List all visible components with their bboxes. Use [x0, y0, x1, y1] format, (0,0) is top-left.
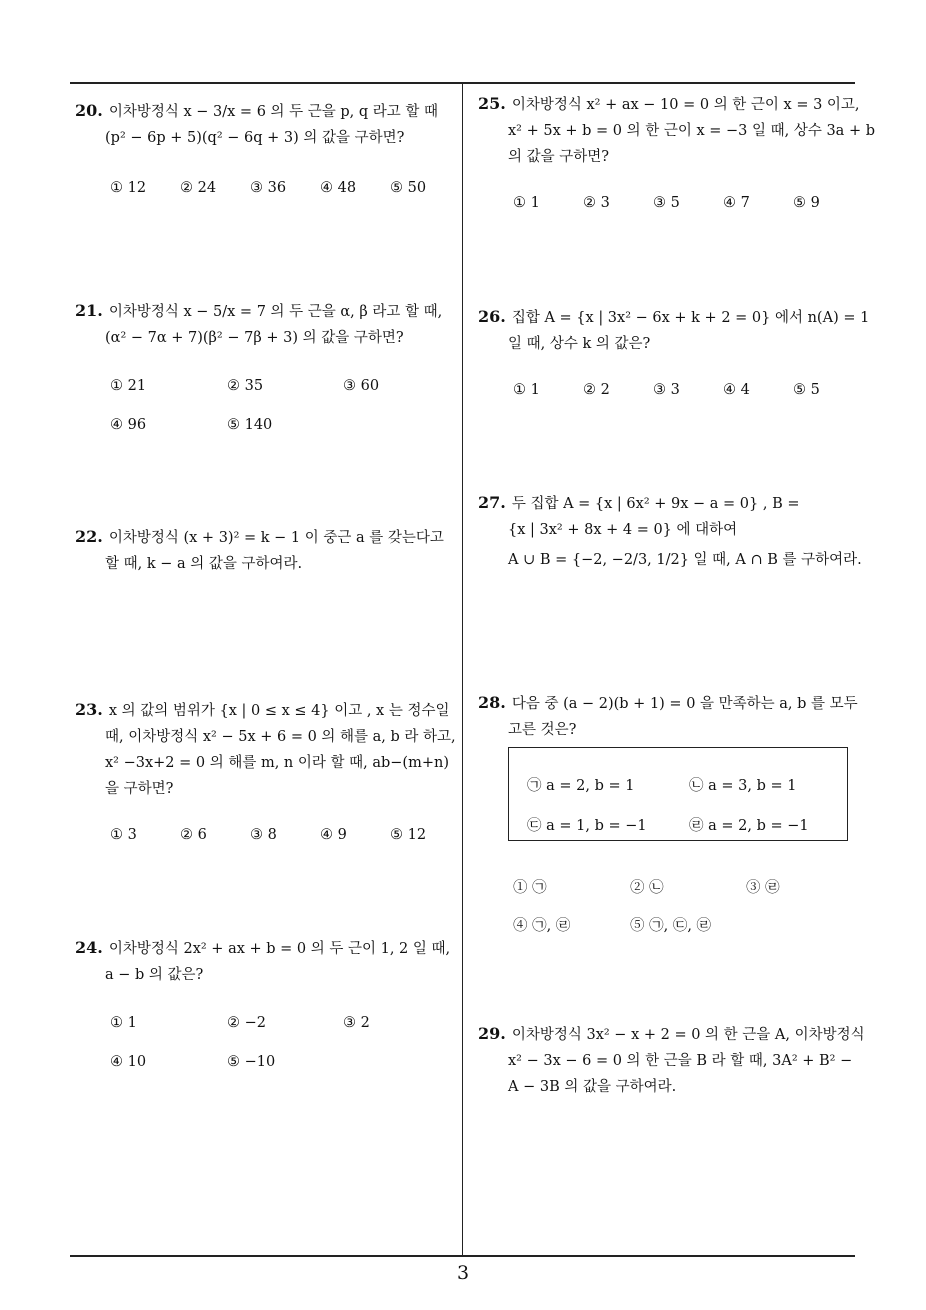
choice[interactable]: ⑤ −10	[227, 1054, 276, 1070]
page-number: 3	[456, 1262, 470, 1284]
choice[interactable]: ④ 96	[110, 417, 147, 433]
problem-text-line: A ∪ B = {−2, −2/3, 1/2} 일 때, A ∩ B 를 구하여라.	[508, 552, 862, 568]
choice[interactable]: ① 1	[513, 382, 540, 398]
problem-text-line: 의 값을 구하면?	[508, 149, 610, 165]
condition-box	[508, 747, 848, 841]
problem-text-line: A − 3B 의 값을 구하여라.	[508, 1079, 677, 1095]
choice[interactable]: ⑤ 140	[227, 417, 273, 433]
choice[interactable]: ④ 4	[723, 382, 750, 398]
choice[interactable]: ① 3	[110, 827, 137, 843]
problem-29	[478, 1021, 865, 1100]
problem-number: 29.	[478, 1024, 506, 1043]
choice[interactable]: ④ 7	[723, 195, 750, 211]
box-item: ㉠ a = 2, b = 1	[527, 778, 635, 794]
problem-number: 21.	[75, 301, 103, 320]
choice[interactable]: ③ 60	[343, 378, 380, 394]
problem-text-line: {x | 3x² + 8x + 4 = 0} 에 대하여	[508, 522, 738, 538]
choice[interactable]: ③ 3	[653, 382, 680, 398]
problem-number: 22.	[75, 527, 103, 546]
choice[interactable]: ③ 2	[343, 1015, 370, 1031]
choice[interactable]: ① 12	[110, 180, 147, 196]
choice[interactable]: ④ ㉠, ㉣	[513, 918, 571, 934]
problem-number: 28.	[478, 693, 506, 712]
problem-number: 24.	[75, 938, 103, 957]
choice[interactable]: ③ 5	[653, 195, 680, 211]
bottom-rule	[70, 1255, 855, 1257]
choice[interactable]: ④ 9	[320, 827, 347, 843]
choice[interactable]: ② 35	[227, 378, 264, 394]
choice[interactable]: ② ㉡	[630, 880, 664, 896]
choice[interactable]: ④ 10	[110, 1054, 147, 1070]
problem-text-line: 할 때, k − a 의 값을 구하여라.	[105, 556, 303, 572]
choice[interactable]: ① 1	[513, 195, 540, 211]
problem-text-line: 이차방정식 x − 3/x = 6 의 두 근을 p, q 라고 할 때	[108, 104, 439, 120]
choice[interactable]: ⑤ ㉠, ㉢, ㉣	[630, 918, 712, 934]
problem-text-line: x² + 5x + b = 0 의 한 근이 x = −3 일 때, 상수 3a + b	[508, 123, 875, 139]
problem-text-line: 을 구하면?	[105, 781, 174, 797]
problem-text-line: 두 집합 A = {x | 6x² + 9x − a = 0} , B =	[511, 496, 800, 512]
problem-text-line: 때, 이차방정식 x² − 5x + 6 = 0 의 해를 a, b 라 하고,	[105, 729, 456, 745]
problem-number: 20.	[75, 101, 103, 120]
problem-text-line: x² −3x+2 = 0 의 해를 m, n 이라 할 때, ab−(m+n)	[105, 755, 449, 771]
problem-number: 26.	[478, 307, 506, 326]
problem-text-line: 이차방정식 2x² + ax + b = 0 의 두 근이 1, 2 일 때,	[108, 941, 451, 957]
problem-26	[478, 304, 869, 357]
box-item: ㉢ a = 1, b = −1	[527, 818, 647, 834]
problem-24	[75, 935, 450, 988]
choice[interactable]: ④ 48	[320, 180, 357, 196]
problem-27	[478, 490, 862, 573]
problem-text-line: 이차방정식 3x² − x + 2 = 0 의 한 근을 A, 이차방정식	[511, 1027, 865, 1043]
choice[interactable]: ① 21	[110, 378, 147, 394]
choice[interactable]: ② 24	[180, 180, 217, 196]
problem-number: 25.	[478, 94, 506, 113]
problem-20	[75, 98, 438, 151]
problem-21	[75, 298, 442, 351]
choice[interactable]: ⑤ 5	[793, 382, 820, 398]
problem-23	[75, 697, 456, 802]
problem-number: 27.	[478, 493, 506, 512]
choice[interactable]: ② 3	[583, 195, 610, 211]
choice[interactable]: ③ 8	[250, 827, 277, 843]
choice[interactable]: ⑤ 12	[390, 827, 427, 843]
choice[interactable]: ② −2	[227, 1015, 266, 1031]
box-item: ㉡ a = 3, b = 1	[689, 778, 797, 794]
choice[interactable]: ① ㉠	[513, 880, 547, 896]
problem-text-line: 고른 것은?	[508, 722, 577, 738]
choice[interactable]: ⑤ 9	[793, 195, 820, 211]
choice[interactable]: ③ ㉣	[746, 880, 780, 896]
problem-text-line: a − b 의 값은?	[105, 967, 204, 983]
choice[interactable]: ② 2	[583, 382, 610, 398]
problem-25	[478, 91, 875, 170]
problem-text-line: 이차방정식 x − 5/x = 7 의 두 근을 α, β 라고 할 때,	[108, 304, 443, 320]
problem-text-line: (α² − 7α + 7)(β² − 7β + 3) 의 값을 구하면?	[105, 330, 404, 346]
choice[interactable]: ② 6	[180, 827, 207, 843]
column-divider	[462, 82, 463, 1256]
problem-text-line: 일 때, 상수 k 의 값은?	[508, 336, 651, 352]
problem-text-line: x 의 값의 범위가 {x | 0 ≤ x ≤ 4} 이고 , x 는 정수일	[108, 703, 450, 719]
problem-number: 23.	[75, 700, 103, 719]
problem-text-line: x² − 3x − 6 = 0 의 한 근을 B 라 할 때, 3A² + B² −	[508, 1053, 853, 1069]
problem-text-line: 이차방정식 (x + 3)² = k − 1 이 중근 a 를 갖는다고	[108, 530, 444, 546]
box-item: ㉣ a = 2, b = −1	[689, 818, 809, 834]
choice[interactable]: ③ 36	[250, 180, 287, 196]
choice[interactable]: ① 1	[110, 1015, 137, 1031]
problem-text-line: (p² − 6p + 5)(q² − 6q + 3) 의 값을 구하면?	[105, 130, 405, 146]
problem-text-line: 집합 A = {x | 3x² − 6x + k + 2 = 0} 에서 n(A) = 1	[511, 310, 870, 326]
choice[interactable]: ⑤ 50	[390, 180, 427, 196]
problem-28	[478, 690, 858, 743]
problem-text-line: 이차방정식 x² + ax − 10 = 0 의 한 근이 x = 3 이고,	[511, 97, 860, 113]
problem-22	[75, 524, 444, 577]
problem-text-line: 다음 중 (a − 2)(b + 1) = 0 을 만족하는 a, b 를 모두	[511, 696, 858, 712]
